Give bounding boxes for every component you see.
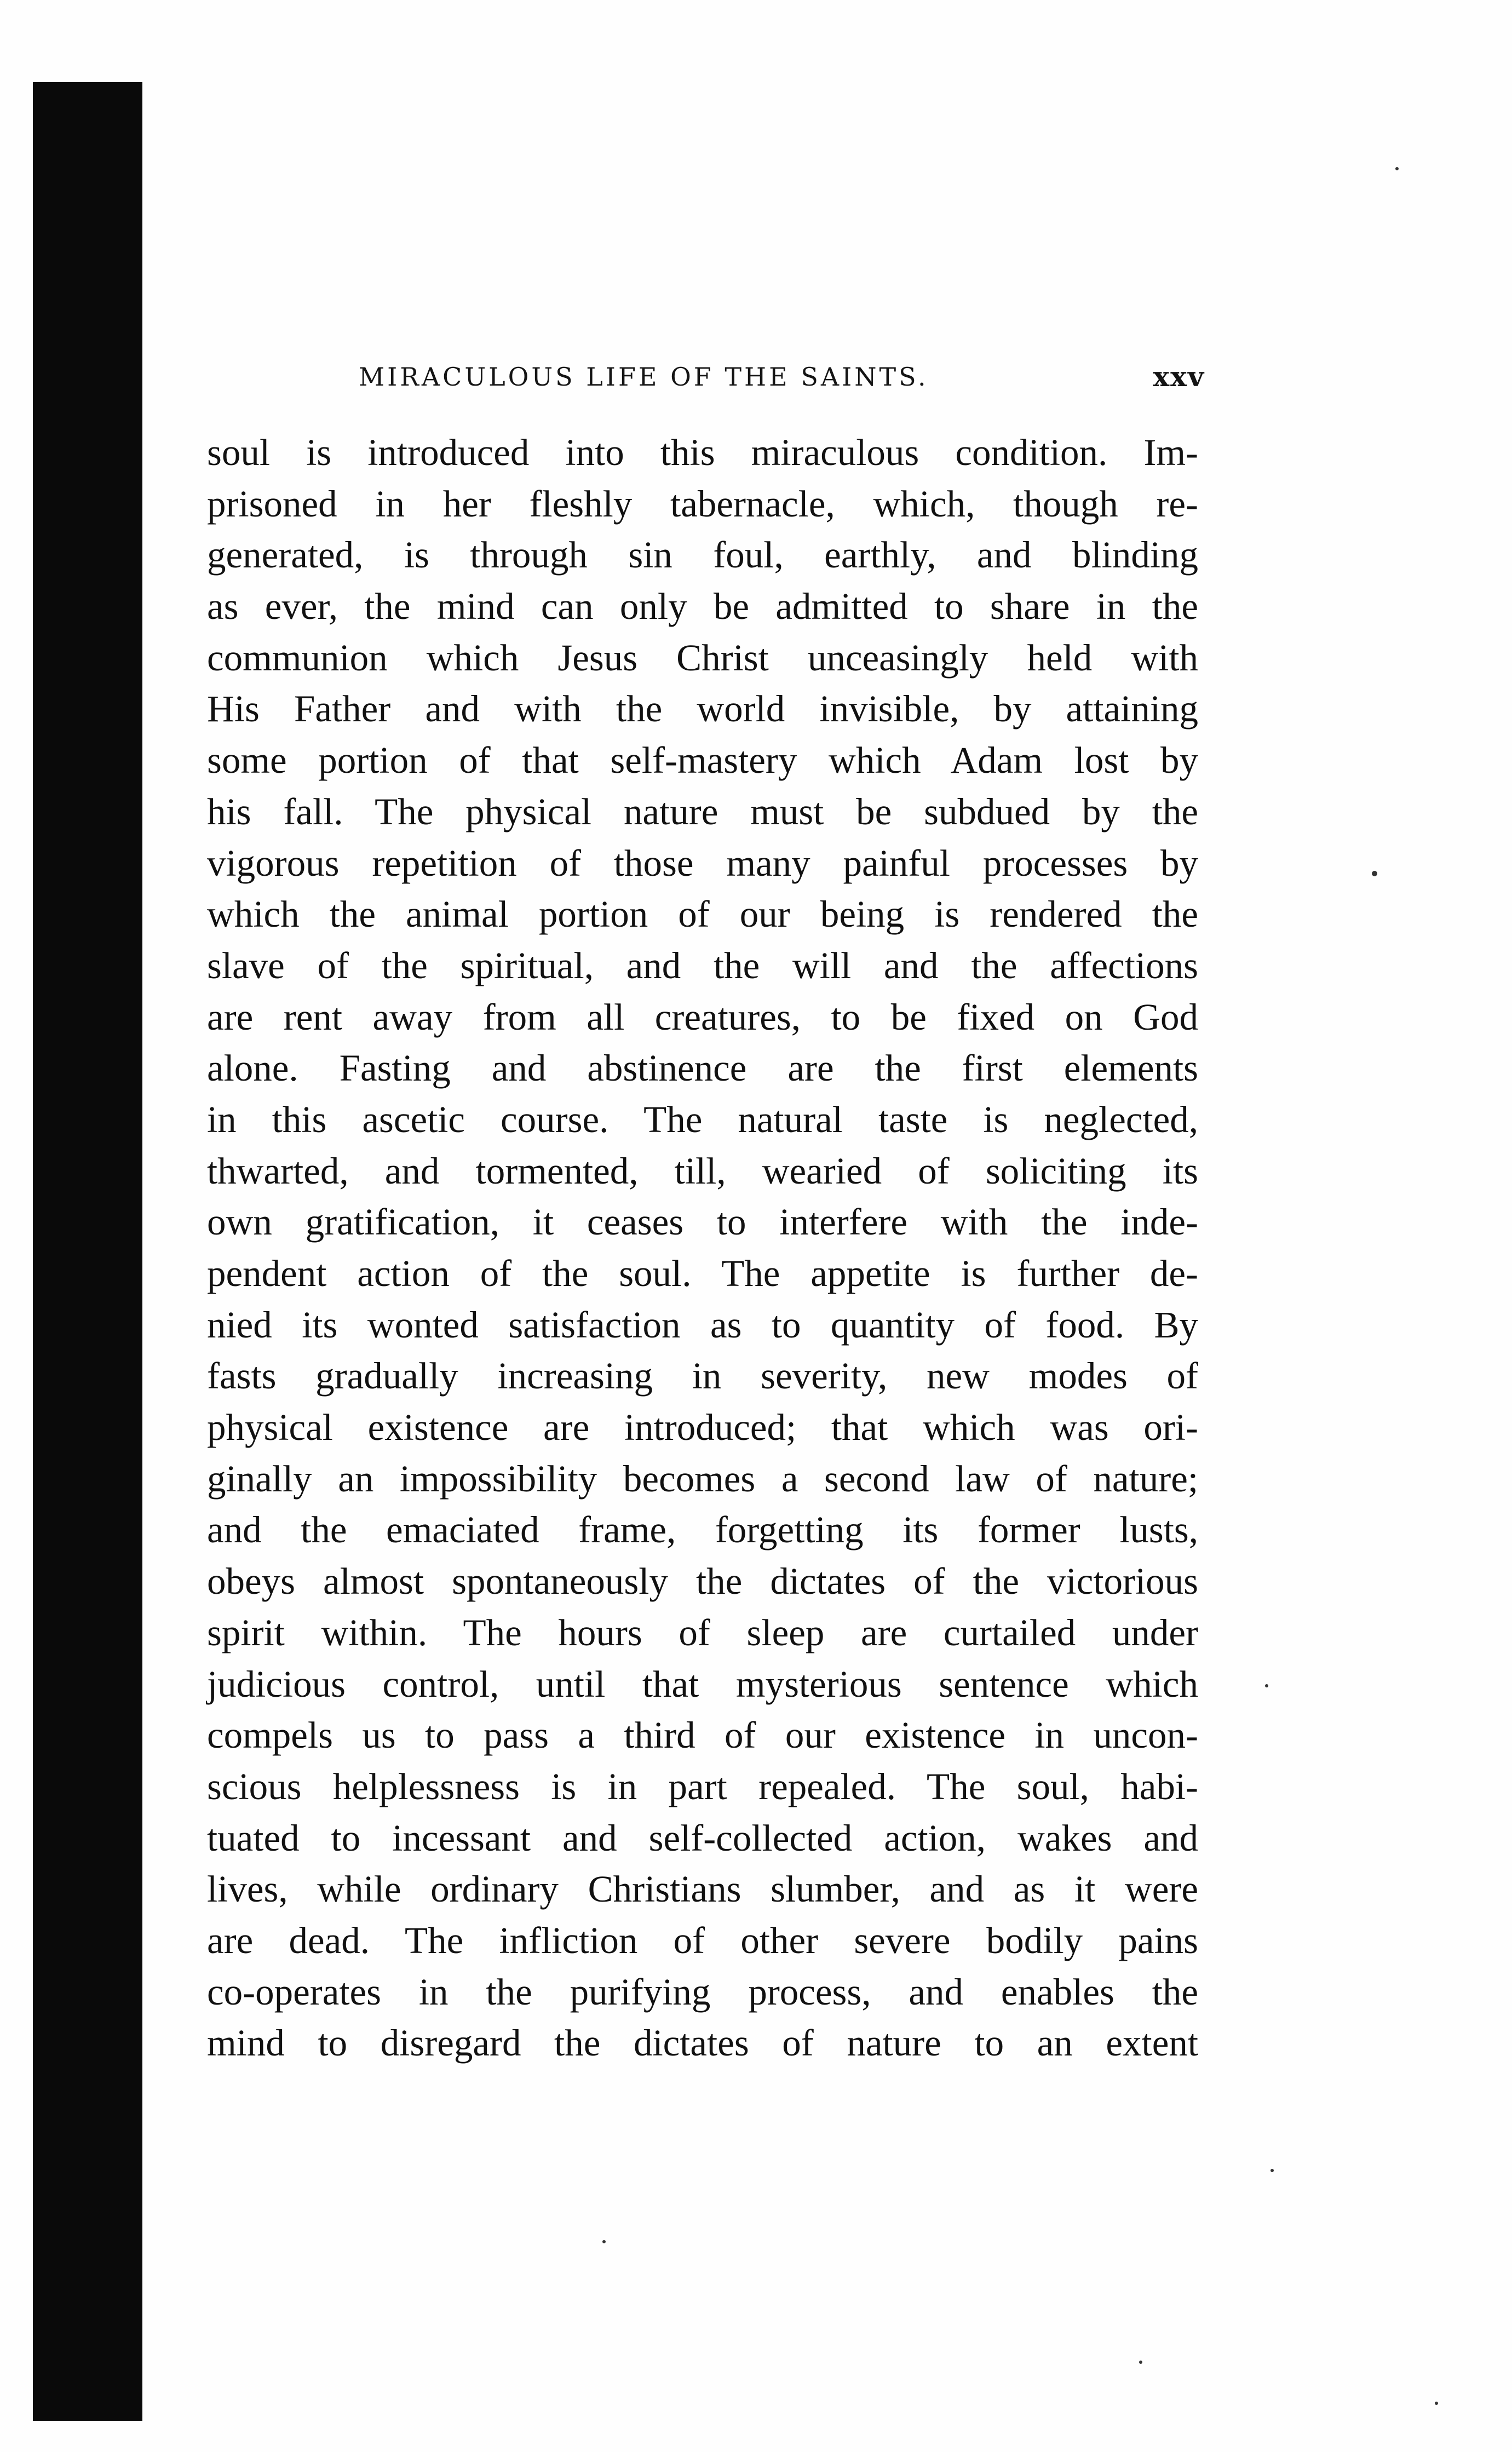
text-line: pendent action of the soul. The appetite is further de- [207,1253,1198,1294]
body-text [207,427,1198,2069]
text-line: physical existence are introduced; that which was ori- [207,1406,1198,1449]
paper-speck [1270,2169,1274,2172]
text-line: tuated to incessant and self-collected action, wakes and [207,1817,1198,1859]
text-line: are dead. The infliction of other severe bodily pains [207,1919,1198,1961]
paper-speck [1139,2361,1142,2364]
text-line: spirit within. The hours of sleep are curtailed under [207,1611,1198,1653]
paper-speck [1435,2402,1438,2405]
paper-speck [602,2240,606,2243]
text-line: some portion of that self-mastery which Adam lost by [207,739,1198,782]
running-title: MIRACULOUS LIFE OF THE SAINTS. [359,362,929,392]
text-line: own gratification, it ceases to interfere with the inde- [207,1201,1198,1243]
text-line: which the animal portion of our being is rendered the [207,893,1198,935]
text-line: are rent away from all creatures, to be fixed on God [207,996,1198,1038]
text-line: mind to disregard the dictates of nature to an extent [207,2022,1198,2064]
text-line: vigorous repetition of those many painful processes by [207,842,1198,884]
text-line: compels us to pass a third of our existence in uncon- [207,1714,1198,1756]
page-number: xxv [1153,360,1205,393]
text-line: fasts gradually increasing in severity, new modes of [207,1355,1198,1397]
paper-speck [1395,167,1399,170]
text-line: and the emaciated frame, forgetting its former lusts, [207,1509,1198,1551]
paper-speck [1372,871,1377,876]
text-line: alone. Fasting and abstinence are the first elements [207,1047,1198,1089]
text-line: scious helplessness is in part repealed. The soul, habi- [207,1765,1198,1807]
text-line: His Father and with the world invisible, by attaining [207,688,1198,730]
text-line: judicious control, until that mysterious sentence which [207,1663,1198,1705]
text-line: prisoned in her fleshly tabernacle, which, though re- [207,483,1198,525]
text-line: generated, is through sin foul, earthly, and blinding [207,534,1198,576]
page-header [359,355,1205,399]
binding-shadow [33,82,142,2421]
paper-speck [1265,1684,1268,1687]
text-line: obeys almost spontaneously the dictates of the victorious [207,1560,1198,1603]
text-line: lives, while ordinary Christians slumber, and as it were [207,1868,1198,1910]
text-line: slave of the spiritual, and the will and the affections [207,944,1198,986]
text-line: nied its wonted satisfaction as to quantity of food. By [207,1303,1198,1346]
text-line: ginally an impossibility becomes a second law of nature; [207,1457,1198,1500]
text-line: communion which Jesus Christ unceasingly held with [207,636,1198,679]
text-line: his fall. The physical nature must be subdued by the [207,790,1198,832]
text-line: thwarted, and tormented, till, wearied of soliciting its [207,1150,1198,1192]
text-line: in this ascetic course. The natural taste is neglected, [207,1098,1198,1140]
text-line: co-operates in the purifying process, and enables the [207,1971,1198,2013]
text-line: soul is introduced into this miraculous condition. Im- [207,432,1198,473]
text-line: as ever, the mind can only be admitted to share in the [207,585,1198,628]
